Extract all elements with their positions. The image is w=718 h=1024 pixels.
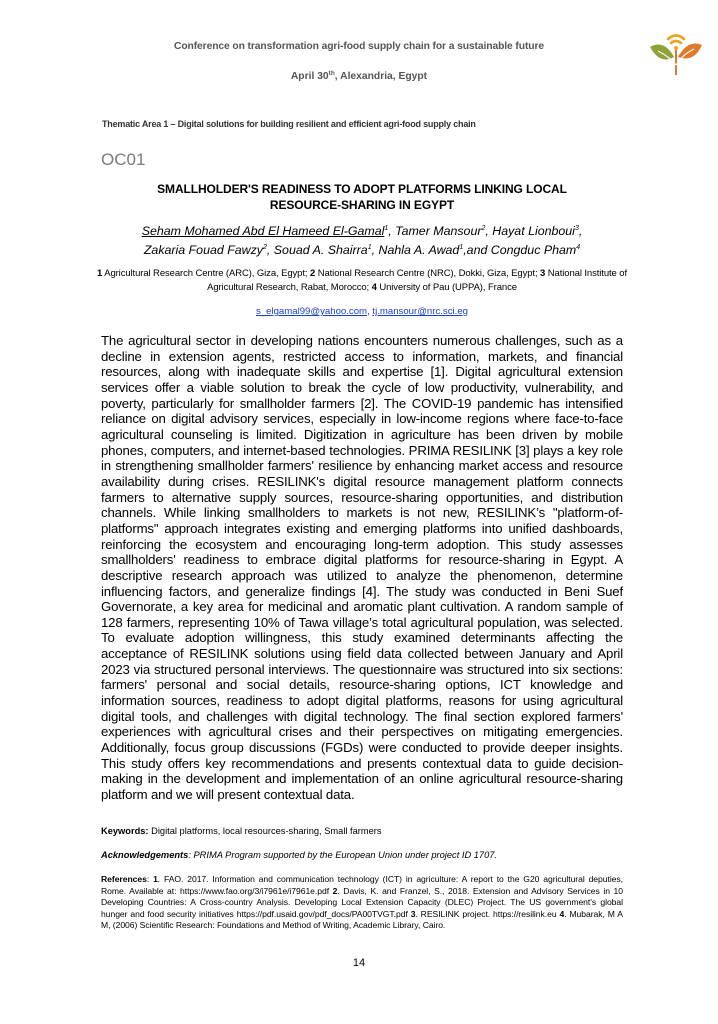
author (379, 243, 491, 257)
references-label: References (101, 874, 147, 884)
page-number: 14 (352, 957, 366, 969)
author-sep: ,and (463, 243, 491, 257)
author-name: Hayat Lionboui (492, 224, 575, 238)
author-affil-sup: 4 (576, 244, 581, 251)
author (274, 243, 379, 257)
author-sep: , (388, 224, 396, 238)
author (142, 224, 395, 238)
ref-num: 1 (153, 874, 158, 884)
affil-text: National Research Centre (NRC), Dokki, Giza, Egypt; (315, 268, 541, 279)
ref-num: 2 (332, 885, 338, 896)
author-affil-sup: 1 (367, 244, 372, 251)
conference-title: Conference on transformation agri-food supply chain for a sustainable future (174, 41, 544, 52)
leaf-wifi-logo-icon (648, 31, 704, 77)
author-sep: , (266, 243, 274, 257)
contact-emails (101, 306, 623, 317)
date-superscript: th (328, 70, 335, 77)
author-name: Zakaria Fouad Fawzy (143, 243, 263, 257)
acknowledgements (101, 850, 497, 860)
acknowledgements-text: : PRIMA Program supported by the European Union under project ID 1707. (188, 850, 498, 860)
author (144, 243, 274, 257)
author-sep: , (485, 224, 493, 238)
keywords-label: Keywords: (101, 826, 149, 836)
affil-text: Agricultural Research Centre (ARC), Giza, Egypt; (102, 268, 310, 279)
date-suffix: , Alexandria, Egypt (334, 71, 428, 82)
paper-title (101, 181, 623, 213)
author-name: Seham Mohamed Abd El Hameed El-Gamal (141, 224, 385, 238)
author-sep: , (371, 243, 379, 257)
acknowledgements-label: Acknowledgements (101, 850, 189, 860)
paper-code: OC01 (101, 150, 146, 169)
email-link-1[interactable]: s_elgamal99@yahoo.com (255, 306, 368, 317)
date-prefix: April 30 (290, 71, 329, 82)
affiliations (96, 267, 628, 295)
author-name: Souad A. Shairra (273, 243, 368, 257)
ref-text: . Mubarak, M A M, (2006) Scientific Research: Foundations and Method of Writing, Academic Library, Cairo. (101, 908, 623, 931)
author-list (101, 222, 623, 260)
references: References: 1. FAO. 2017. Information and communication technology (ICT) in agriculture: A report to the G20 agricultural deputies, Rome. Available at: https://www.fao.org/3/i7961e/i7961e.pdf 2. Davis, K. and Franzel, S., 2018. Extension and Advisory Services in 10 Developing Countries: A Cross-country Analysis. Developing Local Extension Capacity (DLEC) Project. The US government's global hunger and food security initiatives https://pdf.usaid.gov/pdf_docs/PA00TVGT.pdf 3. RESILINK project. https://resilink.eu 4. Mubarak, M A M, (2006) Scientific Research: Foundations and Method of Writing, Academic Library, Cairo. (101, 874, 623, 931)
author (395, 224, 492, 238)
author-affil-sup: 2 (263, 244, 267, 251)
email-separator: , (367, 306, 373, 317)
keywords-text: Digital platforms, local resources-sharing, Small farmers (148, 826, 382, 836)
author-name: Congduc Pham (490, 243, 577, 257)
ref-text: . FAO. 2017. Information and communication technology (ICT) in agriculture: A report to the G20 agricultural deputies, Rome. Available at: https://www.fao.org/3/i7961e/i7961e.pdf (101, 874, 623, 896)
ref-text: . RESILINK project. https://resilink.eu (415, 908, 560, 919)
author-name: Tamer Mansour (395, 224, 482, 238)
author-sep: , (578, 224, 583, 238)
thematic-area: Thematic Area 1 – Digital solutions for building resilient and efficient agri-food supply chain (102, 119, 476, 129)
author-affil-sup: 3 (574, 225, 579, 232)
email-link-2[interactable]: tj.mansour@nrc.sci.eg (372, 306, 468, 317)
affil-num: 2 (309, 268, 316, 279)
affil-num: 4 (371, 282, 377, 293)
title-line-1: SMALLHOLDER'S READINESS TO ADOPT PLATFORMS LINKING LOCAL (157, 182, 567, 196)
author (491, 243, 580, 257)
affil-num: 1 (97, 268, 103, 279)
title-line-2: RESOURCE-SHARING IN EGYPT (269, 198, 455, 212)
ref-num: 4 (559, 908, 565, 919)
author (492, 224, 582, 238)
ref-num: 3 (410, 908, 416, 919)
keywords (101, 826, 382, 836)
ref-text: . Davis, K. and Franzel, S., 2018. Extension and Advisory Services in 10 Developing Countries: A Cross-country Analysis. Developing Local Extension Capacity (DLEC) Project. The US government's global hunger and food security initiatives https://pdf.usaid.gov/pdf_docs/PA00TVGT.pdf (101, 885, 623, 919)
affil-text: University of Pau (UPPA), France (376, 282, 517, 293)
author-affil-sup: 1 (384, 225, 389, 232)
affil-text: National Institute of Agricultural Research, Rabat, Morocco; (207, 268, 627, 293)
affil-num: 3 (540, 268, 546, 279)
author-affil-sup: 1 (459, 244, 464, 251)
abstract-body: The agricultural sector in developing nations encounters numerous challenges, such as a decline in extension agents, restricted access to information, markets, and financial resources, along with inadequate skills and expertise [1]. Digital agricultural extension services offer a viable solution to break the cycle of low productivity, vulnerability, and poverty, particularly for smallholder farmers [2]. The COVID-19 pandemic has intensified reliance on digital advisory services, especially in low-income regions where face-to-face agricultural counseling is limited. Digitization in agriculture has been driven by mobile phones, computers, and internet-based technologies. PRIMA RESILINK [3] plays a key role in strengthening smallholder farmers' resilience by enhancing market access and resource availability during crises. RESILINK's digital resource management platform connects farmers to alternative supply sources, resource-sharing opportunities, and distribution channels. While linking smallholders to markets is not new, RESILINK’s "platform-of-platforms" approach integrates existing and emerging platforms into unified dashboards, reinforcing the ecosystem and encouraging long-term adoption. This study assesses smallholders' readiness to embrace digital platforms for resource-sharing in Egypt. A descriptive research approach was utilized to analyze the phenomenon, determine influencing factors, and generalize findings [4]. The study was conducted in Beni Suef Governorate, a key area for medicinal and aromatic plant cultivation. A random sample of 128 farmers, representing 10% of Tawa village’s total agricultural population, was selected. To evaluate adoption willingness, this study examined determinants affecting the acceptance of RESILINK solutions using field data collected between January and April 2023 via structured personal interviews. The questionnaire was structured into six sections: farmers' personal and social details, resource-sharing options, ICT knowledge and information sources, readiness to adopt digital platforms, reasons for using agricultural digital tools, and challenges with digital technology. The final section explored farmers' experiences with agricultural crises and their perspectives on mitigating emergencies. Additionally, focus group discussions (FGDs) were conducted to provide deeper insights. This study offers key recommendations and presents contextual data to guide decision-making in the development and implementation of an online agricultural resource-sharing platform and we will present contextual data. (101, 333, 623, 803)
author-affil-sup: 2 (481, 225, 486, 232)
conference-date (0, 71, 718, 82)
author-name: Nahla A. Awad (378, 243, 460, 257)
